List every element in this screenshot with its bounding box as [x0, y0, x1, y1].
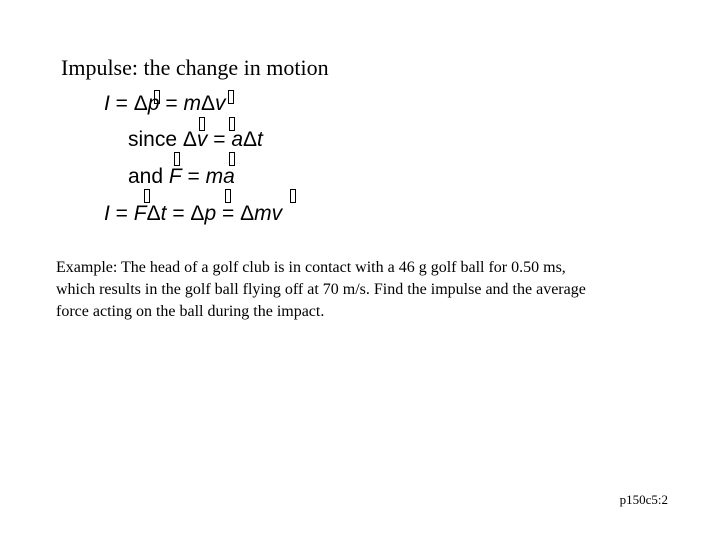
vector-mark-icon	[229, 152, 235, 166]
eq3-F: F	[168, 165, 182, 188]
eq1-m: m	[183, 92, 201, 115]
eq4-eq-b: = Δ	[166, 202, 205, 225]
eq4-eq-c: = Δ	[216, 202, 255, 225]
eq4-F: F	[133, 202, 147, 225]
eq1-delta: Δ	[200, 92, 215, 115]
vector-mark-icon	[154, 90, 160, 104]
eq1-eq-a: = Δ	[109, 92, 148, 115]
eq2-t: t	[257, 128, 263, 151]
eq4-t: t	[160, 202, 167, 225]
eq2-delta: Δ	[243, 128, 258, 151]
eq4-eq-a: =	[109, 202, 134, 225]
example-line: force acting on the ball during the impact.	[56, 303, 325, 320]
eq1-I: I	[104, 92, 110, 115]
eq1-p: p	[147, 92, 160, 115]
slide-footer-id: p150c5:2	[619, 492, 668, 507]
eq3-and: and	[128, 165, 169, 188]
eq4-mv: mv	[254, 202, 283, 225]
equation-impulse-result	[104, 202, 282, 226]
eq2-since: since Δ	[128, 128, 197, 151]
eq3-eq: =	[181, 165, 206, 188]
eq2-eq: =	[207, 128, 232, 151]
example-paragraph	[56, 257, 676, 323]
vector-mark-icon	[228, 90, 234, 104]
eq4-p: p	[204, 202, 217, 225]
eq3-a: a	[223, 165, 235, 188]
vector-mark-icon	[290, 189, 296, 203]
vector-mark-icon	[225, 189, 231, 203]
eq1-v: v	[214, 92, 226, 115]
vector-mark-icon	[229, 117, 235, 131]
equation-since-velocity	[128, 128, 263, 152]
vector-mark-icon	[174, 152, 180, 166]
eq4-delta-a: Δ	[146, 202, 161, 225]
example-line: Example: The head of a golf club is in contact with a 46 g golf ball for 0.50 ms,	[56, 259, 566, 276]
eq3-m: m	[205, 165, 224, 188]
eq2-v: v	[196, 128, 208, 151]
slide-title: Impulse: the change in motion	[61, 55, 329, 80]
eq1-eq-b: =	[159, 92, 184, 115]
vector-mark-icon	[144, 189, 150, 203]
vector-mark-icon	[199, 117, 205, 131]
eq2-a: a	[231, 128, 244, 151]
example-line: which results in the golf ball flying off at 70 m/s. Find the impulse and the average	[56, 281, 586, 298]
eq4-I: I	[104, 202, 110, 225]
equation-and-force	[128, 165, 235, 189]
equation-impulse-definition	[104, 92, 225, 116]
